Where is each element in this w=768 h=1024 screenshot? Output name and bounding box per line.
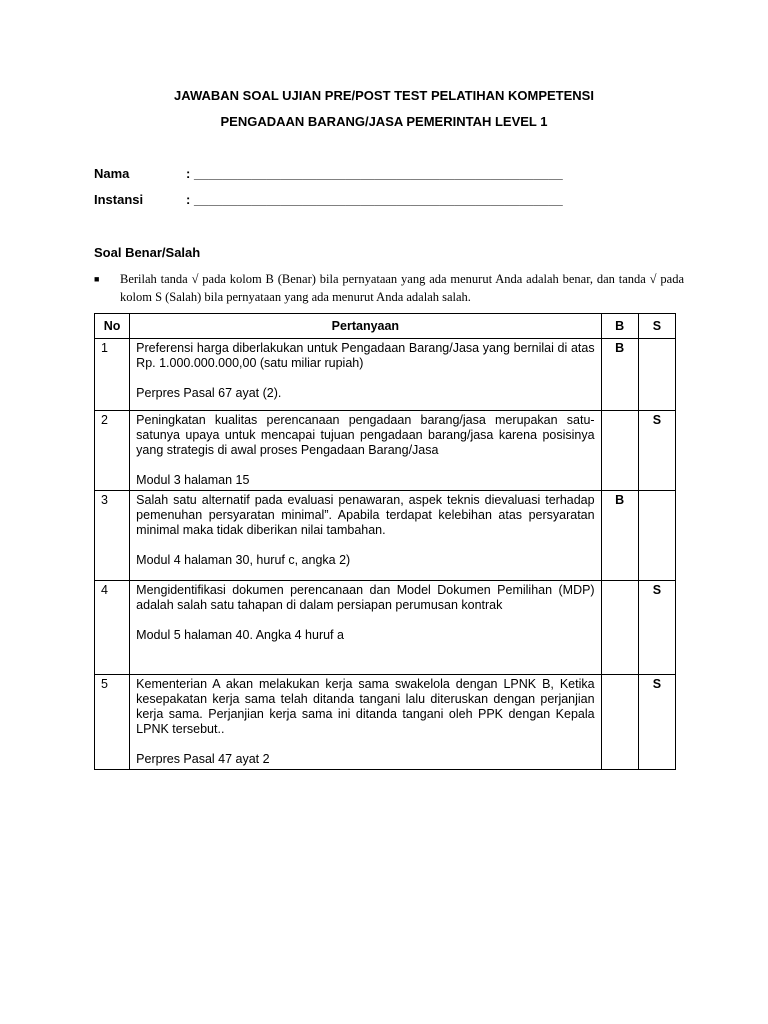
row-question-cell — [130, 675, 601, 770]
table-header-row — [95, 314, 676, 339]
row-no: 3 — [95, 491, 130, 581]
row-question-cell — [130, 491, 601, 581]
answer-s: S — [638, 675, 675, 770]
square-bullet-icon: ■ — [94, 274, 100, 284]
reference-text: Modul 4 halaman 30, huruf c, angka 2) — [136, 553, 351, 567]
answer-b: B — [601, 491, 638, 581]
answer-s: S — [638, 411, 675, 491]
instruction — [94, 270, 684, 306]
table-row — [95, 339, 676, 411]
table-row — [95, 411, 676, 491]
row-question-cell — [130, 339, 601, 411]
nama-field — [94, 166, 563, 181]
header-b: B — [601, 314, 638, 339]
question-text: Kementerian A akan melakukan kerja sama swakelola dengan LPNK B, Ketika kesepakatan kerja sama telah ditanda tangani lalu diteruskan dengan perjanjian kerja sama. Perjanjian kerja sama ini ditanda tangani oleh PPK dengan Kepala LPNK tersebut.. — [136, 677, 595, 736]
document-title-line2: PENGADAAN BARANG/JASA PEMERINTAH LEVEL 1 — [220, 114, 548, 129]
question-text: Peningkatan kualitas perencanaan pengadaan barang/jasa merupakan satu-satunya upaya untuk mencapai tujuan pengadaan barang/jasa karena posisinya yang strategis di awal proses Pengadaan Barang/Jasa — [136, 413, 595, 457]
table-row — [95, 581, 676, 675]
row-no: 2 — [95, 411, 130, 491]
table-row — [95, 491, 676, 581]
header-no: No — [95, 314, 130, 339]
document-title-line1: JAWABAN SOAL UJIAN PRE/POST TEST PELATIHAN KOMPETENSI — [174, 88, 594, 103]
reference-text: Perpres Pasal 67 ayat (2). — [136, 386, 282, 400]
row-no: 5 — [95, 675, 130, 770]
row-question-cell — [130, 581, 601, 675]
instansi-label: Instansi — [94, 192, 144, 207]
question-text: Mengidentifikasi dokumen perencanaan dan Model Dokumen Pemilihan (MDP) adalah salah satu tahapan di dalam persiapan perumusan kontrak — [136, 583, 595, 612]
section-title: Soal Benar/Salah — [94, 245, 201, 260]
instansi-blank: : ___________________________________________________ — [186, 192, 563, 207]
answer-b: B — [601, 339, 638, 411]
row-no: 1 — [95, 339, 130, 411]
question-text: Preferensi harga diberlakukan untuk Pengadaan Barang/Jasa yang bernilai di atas Rp. 1.000.000.000,00 (satu miliar rupiah) — [136, 341, 595, 370]
questions-table — [94, 313, 676, 770]
answer-s — [638, 339, 675, 411]
reference-text: Perpres Pasal 47 ayat 2 — [136, 752, 270, 766]
answer-s — [638, 491, 675, 581]
instruction-text: Berilah tanda √ pada kolom B (Benar) bila pernyataan yang ada menurut Anda adalah benar, dan tanda √ pada kolom S (Salah) bila pernyataan yang ada menurut Anda adalah salah. — [120, 272, 684, 304]
nama-blank: : ___________________________________________________ — [186, 166, 563, 181]
answer-s: S — [638, 581, 675, 675]
header-question: Pertanyaan — [130, 314, 601, 339]
nama-label: Nama — [94, 166, 130, 181]
header-s: S — [638, 314, 675, 339]
answer-b — [601, 675, 638, 770]
row-question-cell — [130, 411, 601, 491]
question-text: Salah satu alternatif pada evaluasi penawaran, aspek teknis dievaluasi terhadap pemenuhan persyaratan minimal”. Apabila terdapat kelebihan atas persyaratan minimal maka tidak diberikan nilai tambahan. — [136, 493, 595, 537]
row-no: 4 — [95, 581, 130, 675]
reference-text: Modul 5 halaman 40. Angka 4 huruf a — [136, 628, 344, 642]
instansi-field — [94, 192, 563, 207]
answer-b — [601, 411, 638, 491]
table-row — [95, 675, 676, 770]
reference-text: Modul 3 halaman 15 — [136, 473, 250, 487]
answer-b — [601, 581, 638, 675]
